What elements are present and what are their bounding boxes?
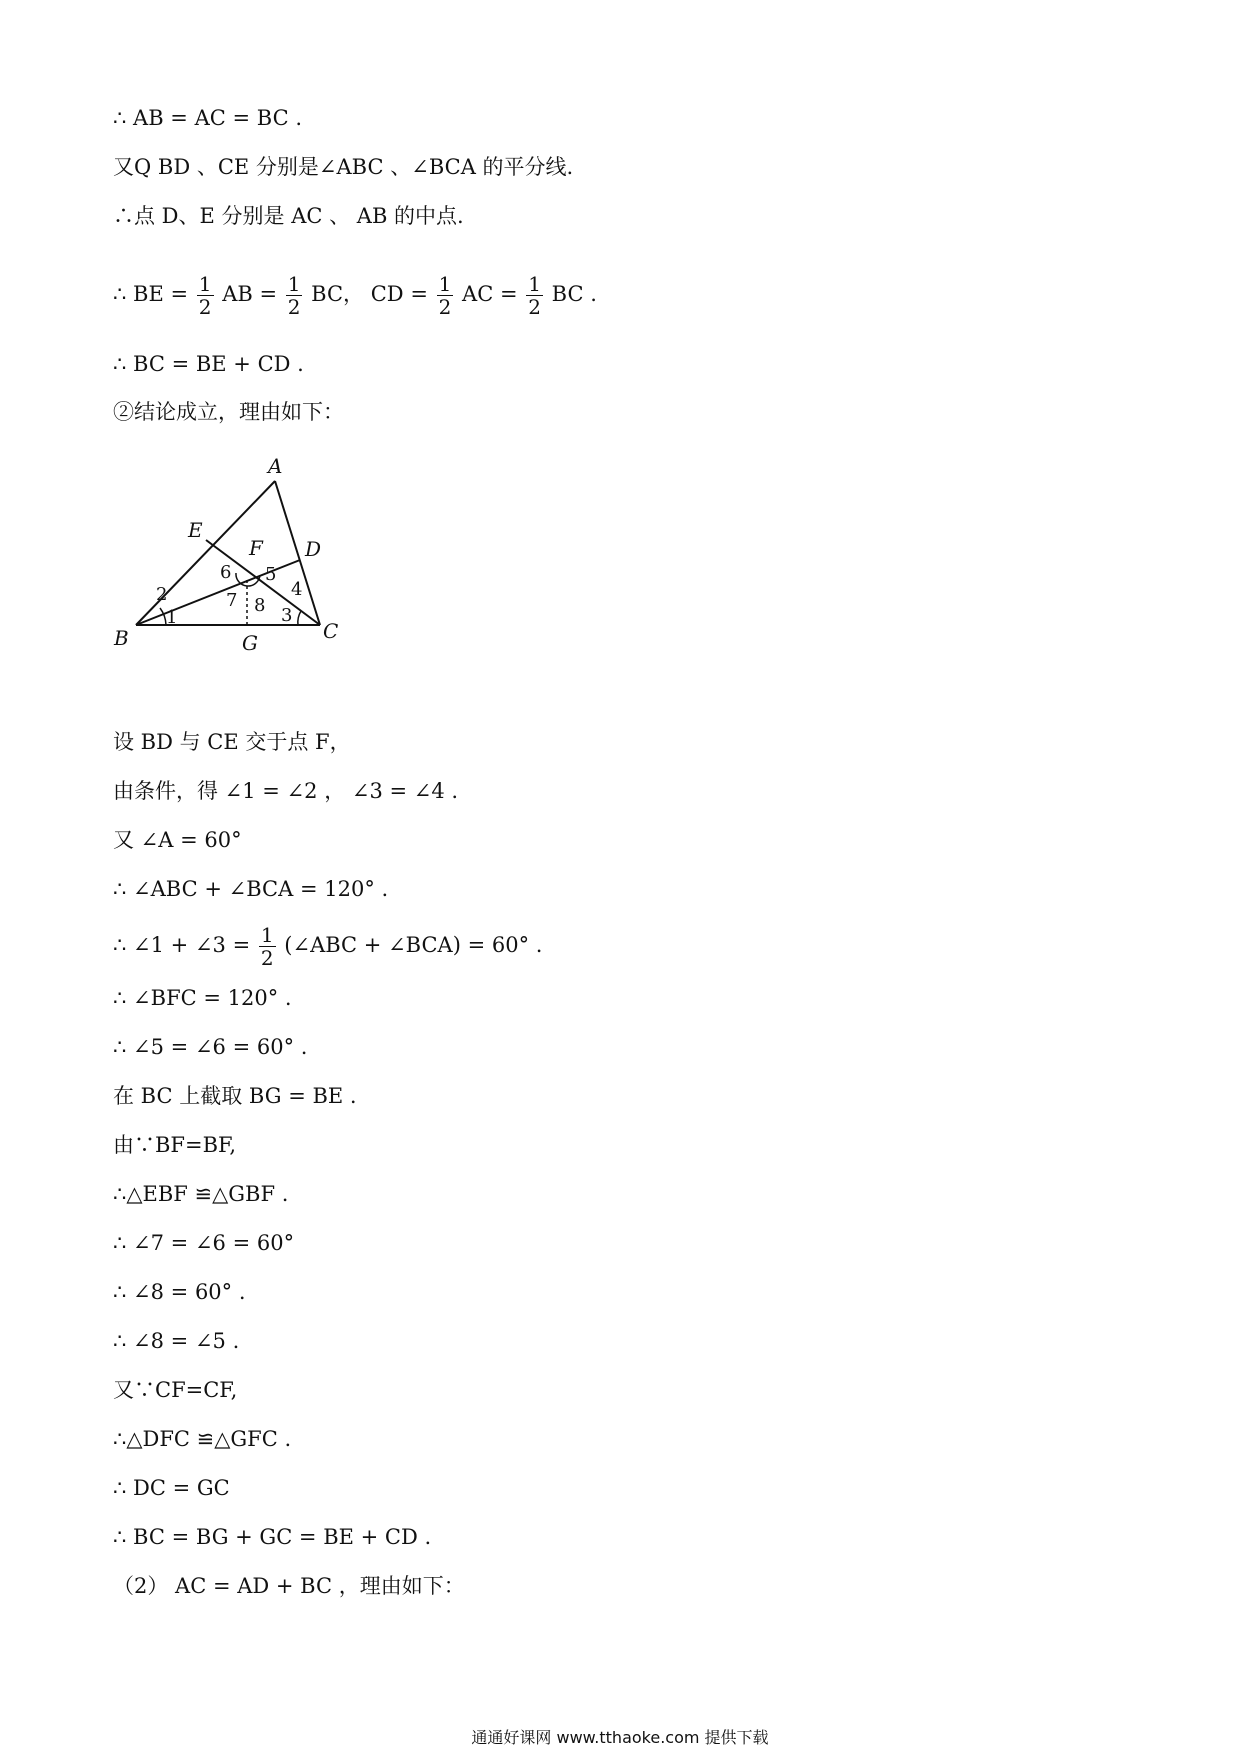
line-16: ∴△EBF ≌△GBF . (113, 1182, 289, 1206)
line-2: 又Q BD 、CE 分别是∠ABC 、∠BCA 的平分线. (113, 155, 574, 179)
label-a: A (268, 454, 283, 478)
line-5: ∴ BC = BE + CD . (113, 352, 304, 376)
fraction: $\frac{1}{2}$ (438, 272, 452, 319)
angle-5: 5 (265, 564, 277, 585)
fraction: $\frac{1}{2}$ (528, 272, 541, 319)
line-23: ∴ BC = BG + GC = BE + CD . (113, 1525, 432, 1549)
angle-8: 8 (254, 595, 266, 616)
line-6: ②结论成立，理由如下： (113, 400, 344, 424)
angle-arc-c (298, 611, 301, 625)
label-g: G (242, 631, 258, 655)
line-1: ∴ AB = AC = BC . (113, 106, 302, 130)
line-7: 设 BD 与 CE 交于点 F， (113, 730, 351, 754)
line-18: ∴ ∠8 = 60° . (113, 1280, 246, 1304)
line-20: 又∵CF=CF, (113, 1378, 238, 1402)
page-footer: 通通好课网 www.tthaoke.com 提供下载 (471, 1728, 769, 1747)
angle-7: 7 (226, 590, 238, 611)
line-19: ∴ ∠8 = ∠5 . (113, 1329, 240, 1353)
fraction: $\frac{1}{2}$ (287, 272, 301, 319)
fraction: $\frac{1}{2}$ (198, 272, 212, 319)
line-14: 在 BC 上截取 BG = BE . (113, 1084, 357, 1108)
line-3: ∴点 D、E 分别是 AC 、 AB 的中点. (113, 204, 464, 228)
line-11-fraction: ∴ ∠1 + ∠3 = $\frac{1}{2}$ (∠ABC + ∠BCA) = 60° . (113, 923, 543, 970)
line-4-fractions: ∴ BE = $\frac{1}{2}$ AB = $\frac{1}{2}$ BC， CD = $\frac{1}{2}$ AC = $\frac{1}{2}$ BC . (113, 272, 597, 319)
label-f: F (249, 536, 263, 560)
angle-3: 3 (281, 605, 293, 626)
line-24: （2） AC = AD + BC ，理由如下： (113, 1574, 465, 1598)
line-10: ∴ ∠ABC + ∠BCA = 120° . (113, 877, 389, 901)
label-c: C (323, 619, 339, 643)
line-17: ∴ ∠7 = ∠6 = 60° (113, 1231, 295, 1255)
angle-6: 6 (220, 562, 232, 583)
line-15: 由∵BF=BF, (113, 1133, 237, 1157)
line-9: 又 ∠A = 60° (113, 828, 242, 852)
angle-1: 1 (166, 607, 178, 628)
line-8: 由条件，得 ∠1 = ∠2 ， ∠3 = ∠4 . (113, 779, 459, 803)
triangle-figure (110, 445, 360, 655)
label-e: E (188, 518, 203, 542)
angle-4: 4 (291, 579, 303, 600)
angle-2: 2 (156, 584, 168, 605)
line-12: ∴ ∠BFC = 120° . (113, 986, 292, 1010)
fraction: $\frac{1}{2}$ (260, 923, 274, 970)
line-21: ∴△DFC ≌△GFC . (113, 1427, 292, 1451)
label-b: B (114, 626, 129, 650)
label-d: D (305, 537, 322, 561)
line-22: ∴ DC = GC (113, 1476, 230, 1500)
line-13: ∴ ∠5 = ∠6 = 60° . (113, 1035, 308, 1059)
